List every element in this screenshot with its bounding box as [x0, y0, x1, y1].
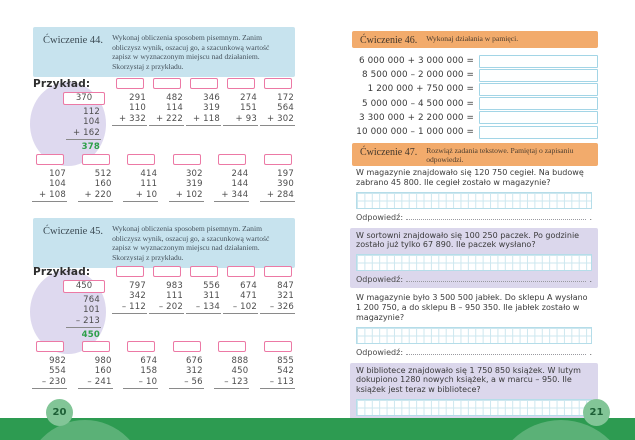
- calculation-grid[interactable]: [356, 254, 592, 271]
- operator-row: + 162: [66, 128, 101, 140]
- page-right: [350, 0, 600, 440]
- estimate-box[interactable]: 370: [63, 92, 105, 105]
- equation-row: [350, 82, 598, 96]
- estimate-box[interactable]: [127, 154, 155, 165]
- math-column: [150, 266, 184, 316]
- operand: 112: [83, 107, 100, 117]
- operator-row: – 113: [260, 377, 295, 389]
- math-column: [33, 341, 67, 391]
- estimate-box[interactable]: [127, 341, 155, 352]
- answer-box[interactable]: [479, 83, 598, 96]
- operand: 471: [240, 291, 257, 302]
- operand: 982: [49, 356, 66, 366]
- operand: 346: [203, 93, 220, 103]
- word-problem: [350, 228, 598, 289]
- estimate-box[interactable]: [153, 266, 181, 277]
- answer-dotted-line[interactable]: [406, 218, 586, 220]
- word-problem-text: W bibliotece znajdowało się 1 750 850 książek. W lutym dokupiono 1280 nowych książek, a w marcu – 950. Ile książek jest teraz w bibliotece?: [356, 365, 581, 395]
- operator-row: + 284: [260, 190, 295, 202]
- operator-row: – 326: [260, 302, 295, 314]
- example-label: Przykład:: [33, 266, 91, 278]
- operand: 144: [231, 179, 249, 190]
- math-column: [224, 266, 258, 316]
- calculation-grid[interactable]: [356, 327, 592, 344]
- operator-row: + 102: [169, 190, 204, 202]
- exercise-44-header: [33, 27, 295, 77]
- operand: 888: [231, 356, 249, 366]
- estimate-box[interactable]: [190, 78, 218, 89]
- answer-box[interactable]: [479, 55, 598, 68]
- equation-row: [350, 68, 598, 82]
- estimate-box[interactable]: [173, 341, 201, 352]
- operand: 110: [129, 103, 146, 114]
- operand: 172: [277, 93, 294, 103]
- operand: 274: [240, 93, 257, 103]
- operand: 107: [49, 169, 66, 179]
- estimate-box[interactable]: [116, 266, 144, 277]
- footer-bar: [0, 418, 635, 440]
- exercise-46-header: [352, 31, 598, 48]
- exercise-45-header: [33, 218, 295, 268]
- operand: 564: [277, 103, 294, 114]
- operand: 311: [203, 291, 220, 302]
- math-column: [215, 341, 249, 391]
- word-problem-text: W sortowni znajdowało się 100 250 paczek. Po godzinie zostało już tylko 67 890. Ile paczek wysłano?: [356, 230, 580, 250]
- operator-row: + 344: [214, 190, 249, 202]
- operand: 764: [83, 295, 100, 305]
- math-column: [170, 341, 204, 391]
- answer-dotted-line[interactable]: [406, 280, 586, 282]
- operand: 414: [140, 169, 158, 179]
- math-column: [261, 266, 295, 316]
- math-column: [124, 341, 158, 391]
- answer-box[interactable]: [479, 111, 598, 124]
- estimate-box[interactable]: [264, 266, 292, 277]
- math-column: [261, 78, 295, 128]
- estimate-box[interactable]: [218, 341, 246, 352]
- exercise-46-equations: [350, 54, 598, 139]
- answer-suffix: .: [589, 275, 592, 285]
- operator-row: + 220: [78, 190, 113, 202]
- equation-row: [350, 111, 598, 125]
- operator-row: – 102: [223, 302, 258, 314]
- exercise-44-example: [33, 78, 109, 153]
- word-problem: [350, 165, 598, 226]
- word-problem: [350, 290, 598, 360]
- operand: 151: [240, 103, 257, 114]
- operand: 160: [94, 366, 112, 377]
- exercise-45-instruction: Wykonaj obliczenia sposobem pisemnym. Zanim obliczysz wynik, oszacuj go, a szacunkową wartość zapisz w wyznaczonym miejscu nad działaniem. Skorzystaj z przykładu.: [112, 224, 270, 263]
- math-column: [261, 154, 295, 204]
- operator-row: – 134: [186, 302, 221, 314]
- exercise-44-row-1: [33, 78, 295, 153]
- math-column: [113, 266, 147, 316]
- answer-box[interactable]: [479, 69, 598, 82]
- operator-row: + 302: [260, 114, 295, 126]
- operator-row: – 202: [149, 302, 184, 314]
- operator-row: + 332: [112, 114, 147, 126]
- answer-row: [356, 273, 592, 287]
- operator-row: + 118: [186, 114, 221, 126]
- operand: 312: [185, 366, 203, 377]
- answer-label: Odpowiedź:: [356, 212, 404, 222]
- estimate-box[interactable]: 450: [63, 280, 105, 293]
- answer-suffix: .: [589, 347, 592, 357]
- equation-row: [350, 97, 598, 111]
- operand: 674: [240, 281, 257, 291]
- exercise-44-instruction: Wykonaj obliczenia sposobem pisemnym. Zanim obliczysz wynik, oszacuj go, a szacunkową wartość zapisz w wyznaczonym miejscu nad działaniem. Skorzystaj z przykładu.: [112, 33, 270, 72]
- operand: 104: [49, 179, 66, 190]
- math-column: [187, 266, 221, 316]
- estimate-box[interactable]: [36, 341, 64, 352]
- operand: 101: [83, 305, 100, 316]
- operator-row: – 56: [169, 377, 204, 389]
- math-column: [224, 78, 258, 128]
- operand: 160: [94, 179, 112, 190]
- example-result: 450: [81, 330, 100, 341]
- operator-row: – 123: [214, 377, 249, 389]
- operator-row: – 213: [66, 316, 101, 328]
- math-column: [33, 154, 67, 204]
- math-column: [170, 154, 204, 204]
- exercise-45-row-2: [33, 341, 295, 391]
- calculation-grid[interactable]: [356, 399, 592, 416]
- exercise-46-instruction: Wykonaj działania w pamięci.: [426, 34, 519, 43]
- example-result: 378: [81, 142, 100, 153]
- exercise-47-header: [352, 143, 598, 166]
- operand: 104: [83, 117, 100, 128]
- equation-text: 8 500 000 – 2 000 000 =: [362, 70, 474, 81]
- estimate-box[interactable]: [264, 78, 292, 89]
- estimate-box[interactable]: [153, 78, 181, 89]
- equation-row: [350, 54, 598, 68]
- answer-label: Odpowiedź:: [356, 347, 404, 357]
- answer-suffix: .: [589, 212, 592, 222]
- estimate-box[interactable]: [264, 341, 292, 352]
- operator-row: + 10: [123, 190, 158, 202]
- operand: 111: [140, 179, 158, 190]
- estimate-box[interactable]: [36, 154, 64, 165]
- operand: 390: [277, 179, 294, 190]
- answer-row: [356, 211, 592, 225]
- operand: 983: [166, 281, 183, 291]
- word-problem-text: W magazynie było 3 500 500 jabłek. Do sklepu A wysłano 1 200 750, a do sklepu B – 950 350. Ile jabłek zostało w magazynie?: [356, 293, 588, 322]
- estimate-box[interactable]: [116, 78, 144, 89]
- answer-dotted-line[interactable]: [406, 353, 586, 355]
- operand: 554: [49, 366, 66, 377]
- estimate-box[interactable]: [227, 266, 255, 277]
- operator-row: + 222: [149, 114, 184, 126]
- operand: 450: [231, 366, 249, 377]
- operand: 980: [94, 356, 112, 366]
- operator-row: + 108: [32, 190, 67, 202]
- exercise-47-instruction: Rozwiąż zadania tekstowe. Pamiętaj o zapisaniu odpowiedzi.: [426, 146, 574, 164]
- math-column: [124, 154, 158, 204]
- operand: 855: [277, 356, 294, 366]
- operand: 321: [277, 291, 294, 302]
- estimate-box[interactable]: [173, 154, 201, 165]
- math-column: [187, 78, 221, 128]
- operator-row: – 112: [112, 302, 147, 314]
- calculation-grid[interactable]: [356, 192, 592, 209]
- operand: 542: [277, 366, 294, 377]
- math-column: [79, 341, 113, 391]
- operand: 114: [166, 103, 183, 114]
- operand: 556: [203, 281, 220, 291]
- operand: 302: [185, 169, 203, 179]
- operand: 319: [185, 179, 203, 190]
- estimate-box[interactable]: [82, 341, 110, 352]
- footer-decoration-left: [25, 420, 145, 440]
- operand: 674: [140, 356, 158, 366]
- math-column: [79, 154, 113, 204]
- operand: 482: [166, 93, 183, 103]
- answer-row: [356, 346, 592, 360]
- estimate-box[interactable]: [190, 266, 218, 277]
- answer-box[interactable]: [479, 126, 598, 139]
- math-column: [215, 154, 249, 204]
- math-column: [261, 341, 295, 391]
- exercise-47-label: Ćwiczenie 47.: [360, 147, 418, 158]
- answer-label: Odpowiedź:: [356, 275, 404, 285]
- estimate-box[interactable]: [264, 154, 292, 165]
- estimate-box[interactable]: [227, 78, 255, 89]
- example-label: Przykład:: [33, 78, 91, 90]
- operand: 847: [277, 281, 294, 291]
- exercise-45-row-1: [33, 266, 295, 341]
- equation-text: 1 200 000 + 750 000 =: [367, 84, 474, 95]
- operand: 319: [203, 103, 220, 114]
- exercise-46-label: Ćwiczenie 46.: [360, 35, 418, 46]
- estimate-box[interactable]: [82, 154, 110, 165]
- operand: 676: [185, 356, 203, 366]
- example-column: [67, 280, 101, 341]
- math-column: [113, 78, 147, 128]
- operand: 197: [277, 169, 294, 179]
- page-number-right: 21: [583, 399, 610, 426]
- equation-text: 5 000 000 – 4 500 000 =: [362, 98, 474, 109]
- operand: 512: [94, 169, 112, 179]
- operand: 797: [129, 281, 146, 291]
- footer-decoration-right: [492, 420, 630, 440]
- equation-text: 3 300 000 + 2 200 000 =: [359, 112, 474, 123]
- estimate-box[interactable]: [218, 154, 246, 165]
- exercise-45-label: Ćwiczenie 45.: [43, 226, 104, 237]
- operand: 244: [231, 169, 249, 179]
- word-problem-text: W magazynie znajdowało się 120 750 cegieł. Na budowę zabrano 45 800. Ile cegieł zostało w magazynie?: [356, 168, 584, 187]
- exercise-47-tasks: [350, 165, 598, 435]
- equation-text: 10 000 000 – 1 000 000 =: [356, 127, 474, 138]
- operator-row: + 93: [223, 114, 258, 126]
- operand: 291: [129, 93, 146, 103]
- operand: 111: [166, 291, 183, 302]
- example-column: [67, 92, 101, 153]
- equation-text: 6 000 000 + 3 000 000 =: [359, 56, 474, 67]
- exercise-45-example: [33, 266, 109, 341]
- equation-row: [350, 125, 598, 139]
- exercise-44-row-2: [33, 154, 295, 204]
- math-column: [150, 78, 184, 128]
- operator-row: – 241: [78, 377, 113, 389]
- operand: 158: [140, 366, 158, 377]
- operator-row: – 230: [32, 377, 67, 389]
- exercise-44-label: Ćwiczenie 44.: [43, 35, 104, 46]
- page-left: [30, 0, 298, 440]
- answer-box[interactable]: [479, 97, 598, 110]
- page-number-left: 20: [46, 399, 73, 426]
- operand: 342: [129, 291, 146, 302]
- operator-row: – 10: [123, 377, 158, 389]
